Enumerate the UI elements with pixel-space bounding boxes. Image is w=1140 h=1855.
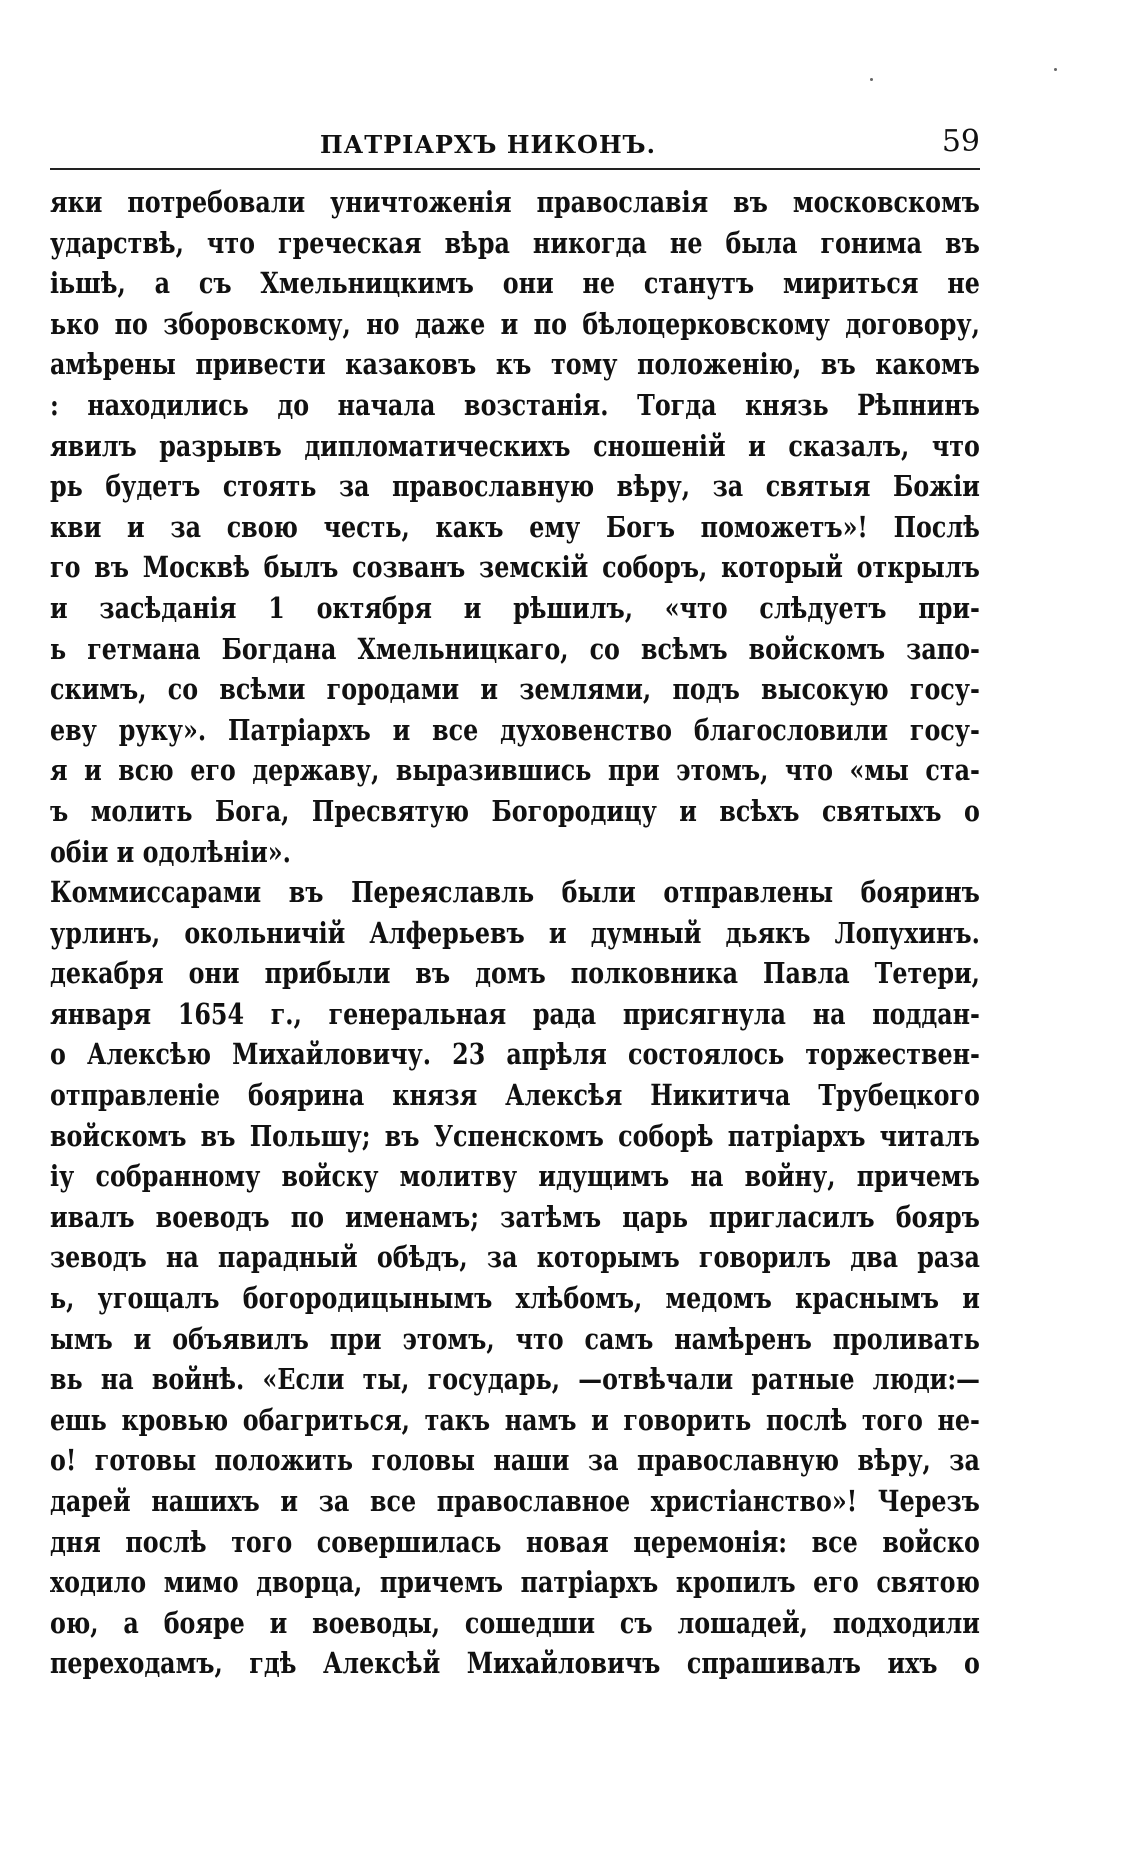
text-line: переходамъ, гдѣ Алексѣй Михайловичъ спрашивалъ ихъ о bbox=[50, 1646, 980, 1681]
text-line: ходило мимо дворца, причемъ патріархъ кропилъ его святою bbox=[50, 1565, 980, 1600]
text-line: войскомъ въ Польшу; въ Успенскомъ соборѣ патріархъ читалъ bbox=[50, 1118, 980, 1153]
text-line: о! готовы положить головы наши за православную вѣру, за bbox=[50, 1443, 980, 1478]
text-line: ымъ и объявилъ при этомъ, что самъ намѣренъ проливать bbox=[50, 1321, 980, 1356]
page-number: 59 bbox=[941, 124, 980, 159]
text-line: рь будетъ стоять за православную вѣру, за святыя Божіи bbox=[50, 469, 980, 504]
running-title: ПАТРІАРХЪ НИКОНЪ. bbox=[320, 130, 656, 159]
text-line: вь на войнѣ. «Если ты, государь, —отвѣчали ратные люди:— bbox=[50, 1362, 980, 1397]
text-line: еву руку». Патріархъ и все духовенство благословили госу- bbox=[50, 712, 980, 747]
text-line: декабря они прибыли въ домъ полковника Павла Тетери, bbox=[50, 956, 980, 991]
text-line: обіи и одолѣніи». bbox=[50, 834, 291, 869]
text-line: ь гетмана Богдана Хмельницкаго, со всѣмъ войскомъ запо- bbox=[50, 631, 980, 666]
text-line: Коммиссарами въ Переяславль были отправлены бояринъ bbox=[50, 875, 980, 910]
text-line: явилъ разрывъ дипломатическихъ сношеній и сказалъ, что bbox=[50, 428, 980, 463]
text-line: амѣрены привести казаковъ къ тому положенію, въ какомъ bbox=[50, 347, 980, 382]
text-line: іу собранному войску молитву идущимъ на войну, причемъ bbox=[50, 1159, 980, 1194]
text-line: кви и за свою честь, какъ ему Богъ поможетъ»! Послѣ bbox=[50, 509, 980, 544]
text-line: ивалъ воеводъ по именамъ; затѣмъ царь пригласилъ бояръ bbox=[50, 1199, 980, 1234]
speck-mark bbox=[1054, 68, 1057, 71]
speck-mark bbox=[870, 78, 873, 81]
text-line: урлинъ, окольничій Алферьевъ и думный дьякъ Лопухинъ. bbox=[50, 915, 980, 950]
text-line: о Алексѣю Михайловичу. 23 апрѣля состоялось торжествен- bbox=[50, 1037, 980, 1072]
text-line: яки потребовали уничтоженія православія въ московскомъ bbox=[50, 185, 980, 219]
text-line: : находились до начала возстанія. Тогда князь Рѣпнинъ bbox=[50, 387, 980, 422]
text-line: ударствѣ, что греческая вѣра никогда не была гонима въ bbox=[50, 225, 980, 260]
text-line: зеводъ на парадный обѣдъ, за которымъ говорилъ два раза bbox=[50, 1240, 980, 1275]
book-page bbox=[50, 110, 980, 1684]
text-line: ь, угощалъ богородицынымъ хлѣбомъ, медомъ краснымъ и bbox=[50, 1281, 980, 1316]
text-line: ою, а бояре и воеводы, сошедши съ лошадей, подходили bbox=[50, 1605, 980, 1640]
text-line: іьшѣ, а съ Хмельницкимъ они не станутъ мириться не bbox=[50, 266, 980, 301]
text-line: ешь кровью обагриться, такъ намъ и говорить послѣ того не- bbox=[50, 1402, 980, 1437]
text-line: я и всю его державу, выразившись при этомъ, что «мы ста- bbox=[50, 753, 980, 788]
text-line: ъ молить Бога, Пресвятую Богородицу и всѣхъ святыхъ о bbox=[50, 793, 980, 828]
body-text bbox=[50, 182, 980, 1684]
text-line: дарей нашихъ и за все православное христіанство»! Черезъ bbox=[50, 1484, 980, 1518]
text-line: и засѣданія 1 октября и рѣшилъ, «что слѣдуетъ при- bbox=[50, 590, 980, 625]
running-head bbox=[50, 110, 980, 170]
text-line: скимъ, со всѣми городами и землями, подъ высокую госу- bbox=[50, 672, 980, 707]
text-line: отправленіе боярина князя Алексѣя Никитича Трубецкого bbox=[50, 1078, 980, 1113]
text-line: января 1654 г., генеральная рада присягнула на поддан- bbox=[50, 996, 980, 1031]
text-line: го въ Москвѣ былъ созванъ земскій соборъ, который открылъ bbox=[50, 550, 980, 585]
text-line: ько по зборовскому, но даже и по бѣлоцерковскому договору, bbox=[50, 306, 980, 341]
text-line: дня послѣ того совершилась новая церемонія: все войско bbox=[50, 1524, 980, 1559]
